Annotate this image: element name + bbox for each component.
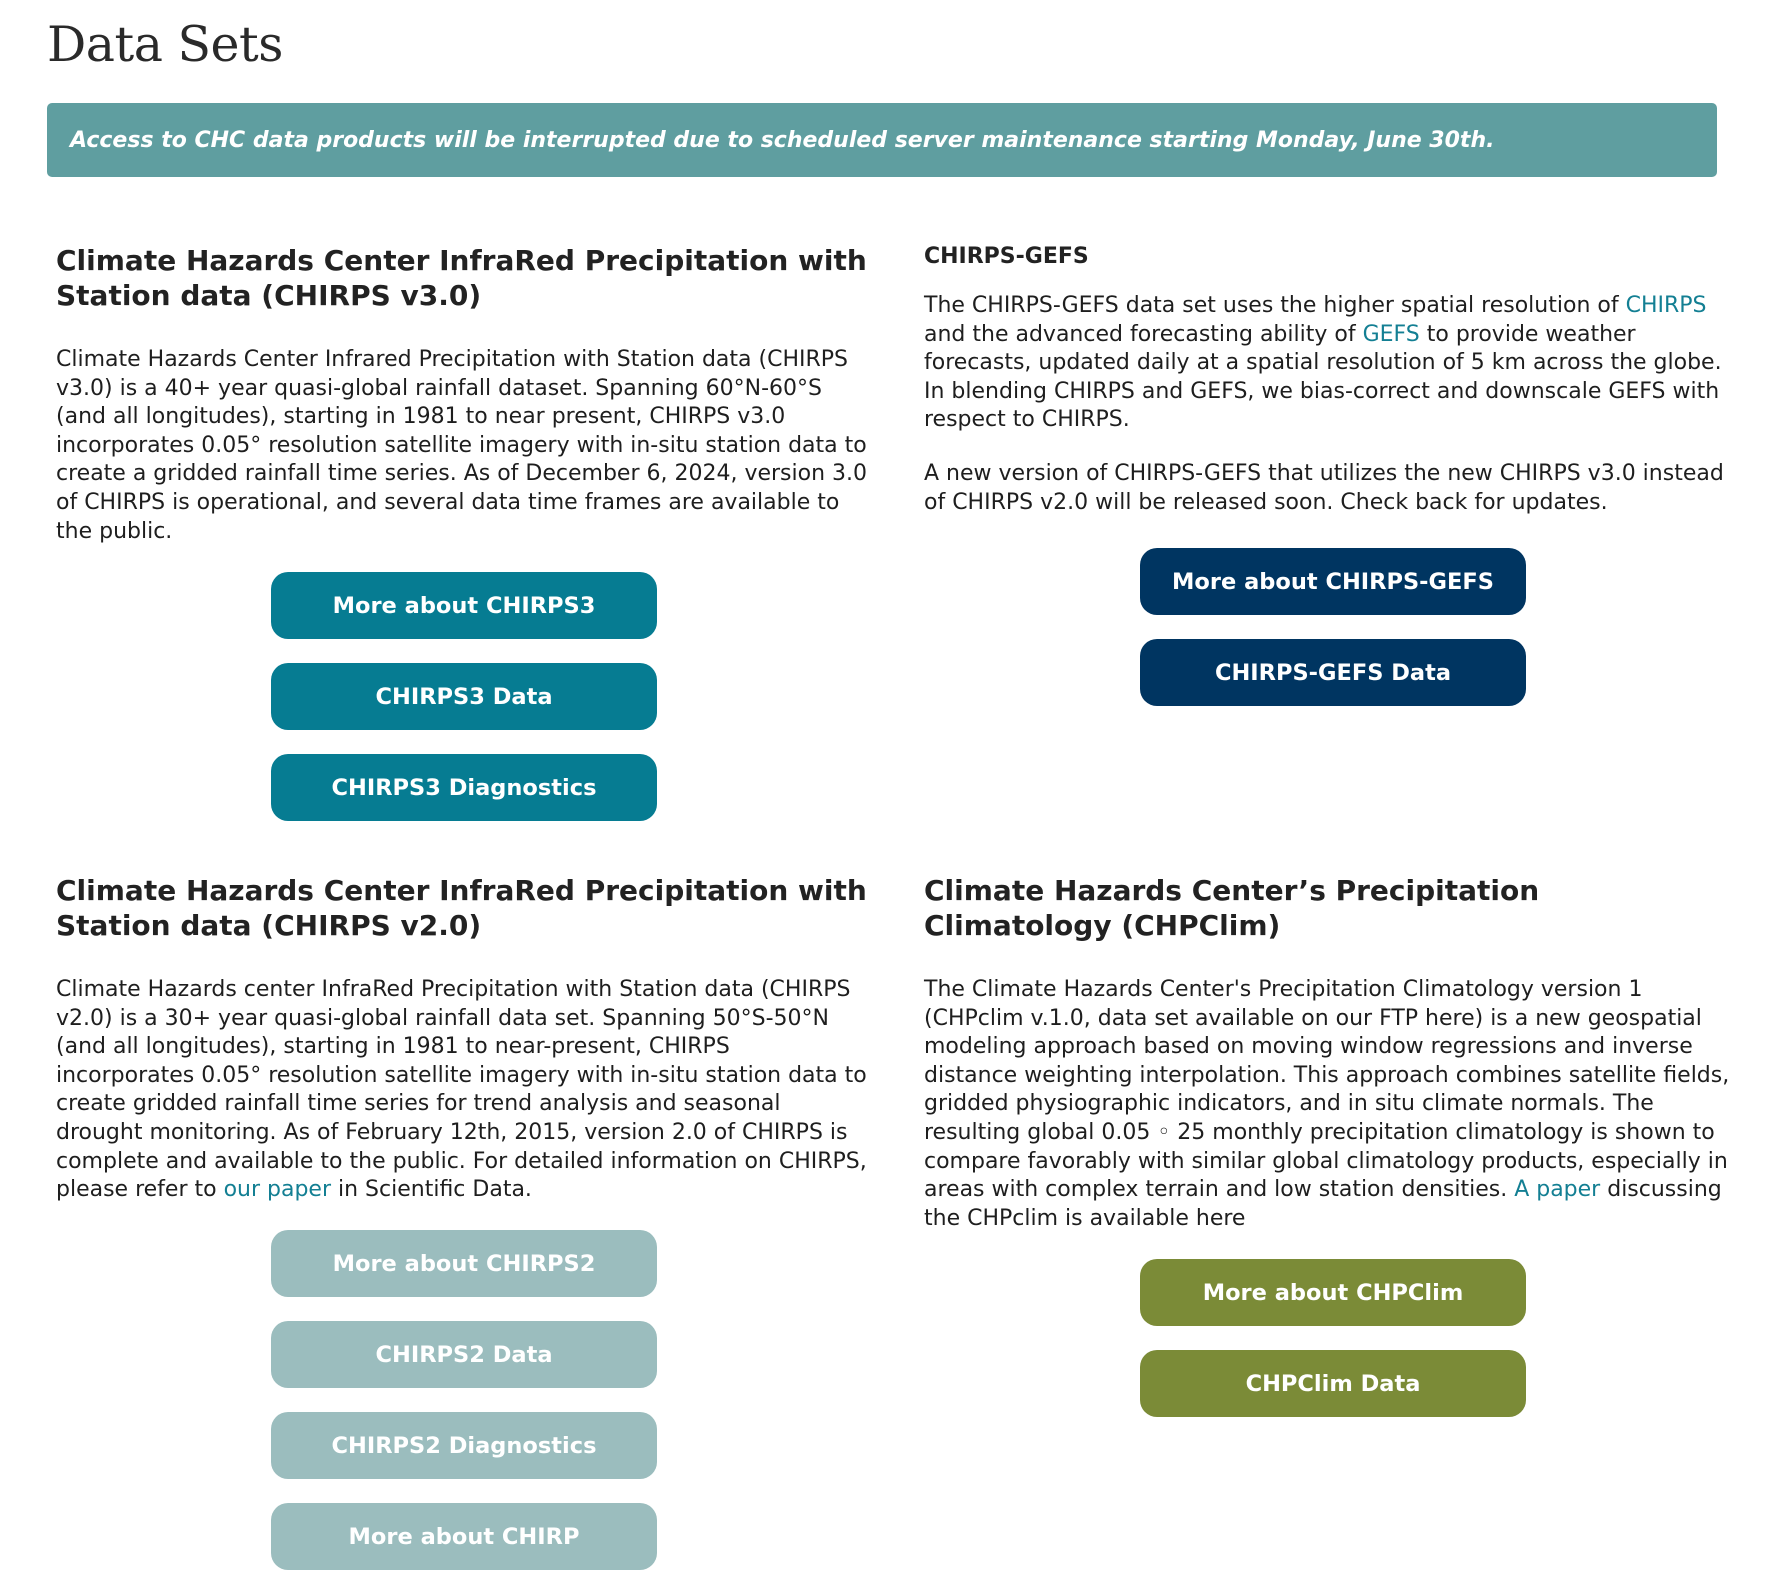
chirps-gefs-section [924,242,1734,517]
chirps2-text-2: in Scientific Data. [331,1177,532,1203]
chirps3-data-button[interactable]: CHIRPS3 Data [271,663,657,730]
maintenance-alert-banner [47,103,1717,177]
chpclim-title: Climate Hazards Center’s Precipitation Climatology (CHPClim) [924,874,1540,942]
chirps-gefs-data-button[interactable]: CHIRPS-GEFS Data [1140,639,1526,706]
chirps2-diagnostics-button[interactable]: CHIRPS2 Diagnostics [271,1412,657,1479]
chirps-gefs-description [924,292,1734,435]
chirps-gefs-text-2: and the advanced forecasting ability of [924,321,1363,347]
more-about-chirps2-button[interactable]: More about CHIRPS2 [271,1230,657,1297]
chpclim-text-2: discussing the CHPclim is available here [924,1177,1722,1231]
chirps-gefs-button-group [1140,548,1526,730]
chirps3-button-group [271,572,657,845]
chpclim-description [924,976,1734,1233]
more-about-chirps-gefs-button[interactable]: More about CHIRPS-GEFS [1140,548,1526,615]
more-about-chpclim-button[interactable]: More about CHPClim [1140,1259,1526,1326]
alert-message: Access to CHC data products will be interrupted due to scheduled server maintenance starting Monday, June 30th. [70,127,1495,153]
chirps2-data-button[interactable]: CHIRPS2 Data [271,1321,657,1388]
chirps2-button-group [271,1230,657,1594]
chirps-gefs-title: CHIRPS-GEFS [924,244,1089,269]
chpclim-button-group [1140,1259,1526,1441]
chirps2-description [56,976,871,1205]
chirps2-text-1: Climate Hazards center InfraRed Precipitation with Station data (CHIRPS v2.0) is a 30+ year quasi-global rainfall data set. Spanning 50°S-50°N (and all longitudes), starting in 1981 to near-present, CHIRPS incorporates 0.05° resolution satellite imagery with in-situ station data to create gridded rainfall time series for trend analysis and seasonal drought monitoring. As of February 12th, 2015, version 2.0 of CHIRPS is complete and available to the public. For detailed information on CHIRPS, please refer to [56,977,867,1203]
chirps2-section [56,873,871,1205]
chirps3-diagnostics-button[interactable]: CHIRPS3 Diagnostics [271,754,657,821]
chpclim-section [924,873,1734,1233]
chirps2-title: Climate Hazards Center InfraRed Precipitation with Station data (CHIRPS v2.0) [56,874,867,942]
chirps-gefs-text-1: The CHIRPS-GEFS data set uses the higher spatial resolution of [924,293,1626,318]
chirps-gefs-text-3: to provide weather forecasts, updated daily at a spatial resolution of 5 km across the globe. In blending CHIRPS and GEFS, we bias-correct and downscale GEFS with respect to CHIRPS. [924,321,1722,433]
more-about-chirps3-button[interactable]: More about CHIRPS3 [271,572,657,639]
chirps3-description: Climate Hazards Center Infrared Precipitation with Station data (CHIRPS v3.0) is a 40+ year quasi-global rainfall dataset. Spanning 60°N-60°S (and all longitudes), starting in 1981 to near present, CHIRPS v3.0 incorporates 0.05° resolution satellite imagery with in-situ station data to create a gridded rainfall time series. As of December 6, 2024, version 3.0 of CHIRPS is operational, and several data time frames are available to the public. [56,347,868,544]
chirps3-section [56,243,871,546]
chpclim-text-1: The Climate Hazards Center's Precipitation Climatology version 1 (CHPclim v.1.0, data set available on our FTP here) is a new geospatial modeling approach based on moving window regressions and inverse distance weighting interpolation. This approach combines satellite fields, gridded physiographic indicators, and in situ climate normals. The resulting global 0.05 ◦ 25 monthly precipitation climatology is shown to compare favorably with similar global climatology products, especially in areas with complex terrain and low station densities. [924,977,1730,1203]
chirps3-title: Climate Hazards Center InfraRed Precipitation with Station data (CHIRPS v3.0) [56,244,867,312]
more-about-chirp-button[interactable]: More about CHIRP [271,1503,657,1570]
gefs-link[interactable]: GEFS [1362,321,1420,347]
chirps-link[interactable]: CHIRPS [1625,293,1707,318]
page-title: Data Sets [47,16,283,73]
chirps-gefs-update-note: A new version of CHIRPS-GEFS that utilizes the new CHIRPS v3.0 instead of CHIRPS v2.0 will be released soon. Check back for updates. [924,460,1724,515]
chpclim-data-button[interactable]: CHPClim Data [1140,1350,1526,1417]
chpclim-paper-link[interactable]: A paper [1514,1177,1601,1203]
chirps2-paper-link[interactable]: our paper [223,1177,332,1203]
